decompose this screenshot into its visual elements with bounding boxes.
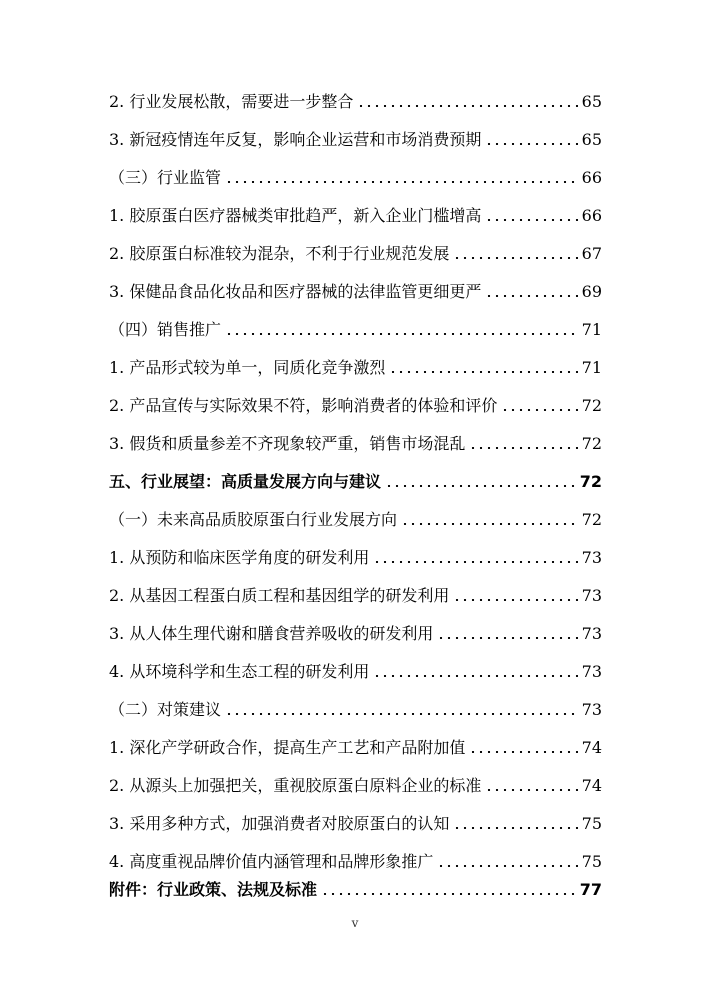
toc-entry-label: 1. 从预防和临床医学角度的研发利用 — [109, 548, 370, 567]
dot-leader — [385, 485, 576, 487]
dot-leader — [225, 181, 578, 183]
toc-entry-label: （三）行业监管 — [109, 168, 222, 187]
dot-leader — [357, 105, 577, 107]
toc-entry-page: 73 — [581, 548, 602, 567]
toc-entry-label: 2. 行业发展松散，需要进一步整合 — [109, 92, 354, 111]
toc-entry-label: 附件：行业政策、法规及标准 — [109, 880, 318, 899]
dot-leader — [485, 295, 577, 297]
toc-entry-label: （一）未来高品质胶原蛋白行业发展方向 — [109, 510, 398, 529]
toc-entry-page: 73 — [581, 586, 602, 605]
dot-leader — [469, 751, 577, 753]
page-number: v — [351, 916, 359, 930]
toc-entry-label: 2. 从源头上加强把关，重视胶原蛋白原料企业的标准 — [109, 776, 482, 795]
toc-entry-page: 73 — [581, 624, 602, 643]
toc-entry-page: 73 — [581, 662, 602, 681]
dot-leader — [453, 827, 577, 829]
toc-entry[interactable] — [109, 846, 602, 872]
toc-entry-page: 65 — [581, 92, 602, 111]
dot-leader — [437, 865, 577, 867]
dot-leader — [469, 447, 577, 449]
toc-entry-label: （二）对策建议 — [109, 700, 222, 719]
toc-entry-label: 1. 胶原蛋白医疗器械类审批趋严，新入企业门槛增高 — [109, 206, 482, 225]
toc-entry[interactable] — [109, 504, 602, 530]
toc-entry[interactable] — [109, 276, 602, 302]
toc-entry[interactable] — [109, 314, 602, 340]
toc-entry[interactable] — [109, 124, 602, 150]
toc-entry[interactable] — [109, 86, 602, 112]
dot-leader — [453, 599, 577, 601]
toc-entry-page: 77 — [579, 880, 602, 899]
toc-entry-page: 66 — [581, 168, 602, 187]
toc-entry-label: 4. 从环境科学和生态工程的研发利用 — [109, 662, 370, 681]
toc-entry[interactable] — [109, 466, 602, 492]
dot-leader — [373, 561, 577, 563]
dot-leader — [501, 409, 577, 411]
toc-entry-label: 五、行业展望：高质量发展方向与建议 — [109, 472, 382, 491]
toc-entry-page: 71 — [581, 358, 602, 377]
dot-leader — [453, 257, 577, 259]
toc-entry[interactable] — [109, 542, 602, 568]
toc-entry-label: 2. 从基因工程蛋白质工程和基因组学的研发利用 — [109, 586, 450, 605]
toc-entry[interactable] — [109, 200, 602, 226]
toc-entry[interactable] — [109, 770, 602, 796]
dot-leader — [485, 143, 577, 145]
toc-entry-label: 3. 新冠疫情连年反复，影响企业运营和市场消费预期 — [109, 130, 482, 149]
dot-leader — [437, 637, 577, 639]
toc-entry-page: 69 — [581, 282, 602, 301]
toc-entry-page: 67 — [581, 244, 602, 263]
toc-entry-label: 3. 假货和质量参差不齐现象较严重，销售市场混乱 — [109, 434, 466, 453]
toc-entry-page: 74 — [581, 776, 602, 795]
toc-entry-page: 72 — [581, 396, 602, 415]
toc-entry-label: 3. 采用多种方式，加强消费者对胶原蛋白的认知 — [109, 814, 450, 833]
toc-entry[interactable] — [109, 808, 602, 834]
toc-entry-label: 2. 胶原蛋白标准较为混杂，不利于行业规范发展 — [109, 244, 450, 263]
toc-entry[interactable] — [109, 390, 602, 416]
toc-entry[interactable] — [109, 162, 602, 188]
toc-entry-page: 66 — [581, 206, 602, 225]
toc-entry-label: 1. 产品形式较为单一，同质化竞争激烈 — [109, 358, 386, 377]
toc-entry-label: 4. 高度重视品牌价值内涵管理和品牌形象推广 — [109, 852, 434, 871]
toc-entry-page: 72 — [581, 510, 602, 529]
dot-leader — [401, 523, 578, 525]
toc-entry[interactable] — [109, 580, 602, 606]
toc-entry[interactable] — [109, 694, 602, 720]
toc-entry-label: 3. 保健品食品化妆品和医疗器械的法律监管更细更严 — [109, 282, 482, 301]
toc-entry-page: 72 — [579, 472, 602, 491]
toc-entry-page: 74 — [581, 738, 602, 757]
toc-entry-label: 1. 深化产学研政合作，提高生产工艺和产品附加值 — [109, 738, 466, 757]
toc-entry[interactable] — [109, 874, 602, 900]
toc-entry-page: 71 — [581, 320, 602, 339]
toc-entry-page: 65 — [581, 130, 602, 149]
dot-leader — [485, 789, 577, 791]
toc-entry[interactable] — [109, 618, 602, 644]
toc-entry-page: 72 — [581, 434, 602, 453]
dot-leader — [373, 675, 577, 677]
toc-entry-page: 75 — [581, 814, 602, 833]
toc-entry-page: 73 — [581, 700, 602, 719]
dot-leader — [321, 893, 576, 895]
toc-entry-page: 75 — [581, 852, 602, 871]
dot-leader — [485, 219, 577, 221]
dot-leader — [389, 371, 577, 373]
toc-entry[interactable] — [109, 732, 602, 758]
toc-entry[interactable] — [109, 352, 602, 378]
toc-entry-label: 3. 从人体生理代谢和膳食营养吸收的研发利用 — [109, 624, 434, 643]
toc-entry[interactable] — [109, 238, 602, 264]
dot-leader — [225, 333, 578, 335]
toc-entry[interactable] — [109, 656, 602, 682]
dot-leader — [225, 713, 578, 715]
toc-entry-label: 2. 产品宣传与实际效果不符，影响消费者的体验和评价 — [109, 396, 498, 415]
toc-entry-label: （四）销售推广 — [109, 320, 222, 339]
toc-entry[interactable] — [109, 428, 602, 454]
